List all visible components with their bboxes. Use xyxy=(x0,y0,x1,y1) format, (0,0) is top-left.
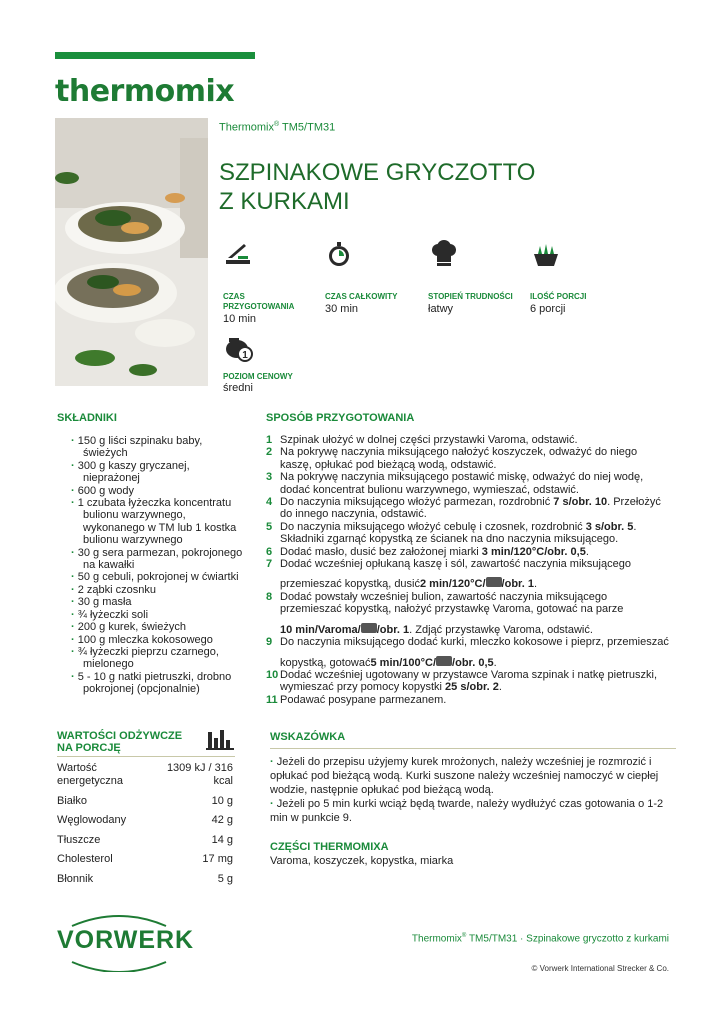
nutrition-row: Białko 10 g xyxy=(57,795,233,807)
svg-text:1: 1 xyxy=(242,350,248,361)
ingredient-item: · 5 - 10 g natki pietruszki, drobno pokrojonej (opcjonalnie) xyxy=(71,670,232,696)
portions-value: 6 porcji xyxy=(530,303,566,315)
model-line: Thermomix® TM5/TM31 xyxy=(219,121,336,134)
step-7: 7 Dodać wcześniej opłukaną kaszę i sól, zawartość naczynia miksującego przemieszać kopystką, dusić2 min/120°C/ /obr. 1. xyxy=(266,558,631,591)
bullet-icon: · xyxy=(71,571,78,584)
recipe-photo xyxy=(55,118,208,386)
chef-hat-icon xyxy=(428,238,460,270)
ingredient-item: · ¾ łyżeczki soli xyxy=(71,608,149,621)
nutrition-divider xyxy=(57,756,235,757)
nutrition-heading: WARTOŚCI ODŻYWCZE NA PORCJĘ xyxy=(57,730,183,754)
step-4: 4 Do naczynia miksującego włożyć parmezan, rozdrobnić 7 s/obr. 10. Przełożyć do innego naczynia, odstawić. xyxy=(266,496,661,521)
vorwerk-logo: VORWERK xyxy=(57,926,195,954)
portions-label: ILOŚĆ PORCJI xyxy=(530,292,587,301)
bullet-icon: · xyxy=(71,497,78,510)
step-9: 9 Do naczynia miksującego dodać kurki, mleczko kokosowe i pieprz, przemieszać kopystką, gotować5 min/100°C/ /obr. 0,5. xyxy=(266,636,669,669)
total-time-label: CZAS CAŁKOWITY xyxy=(325,292,398,301)
bullet-icon: · xyxy=(71,621,78,634)
page-title: SZPINAKOWE GRYCZOTTO Z KURKAMI xyxy=(219,159,536,215)
nutrition-chart-icon xyxy=(205,726,235,752)
step-11: 11 Podawać posypane parmezanem. xyxy=(266,693,447,706)
ingredients-heading: SKŁADNIKI xyxy=(57,412,117,424)
bullet-icon: · xyxy=(71,435,78,447)
knife-board-icon xyxy=(222,238,254,270)
reverse-icon xyxy=(361,623,377,633)
piggy-bank-icon xyxy=(223,332,255,364)
prep-time-label: CZAS PRZYGOTOWANIA xyxy=(223,292,295,311)
step-6: 6 Dodać masło, dusić bez założonej miarki 3 min/120°C/obr. 0,5. xyxy=(266,545,589,558)
step-8: 8 Dodać powstały wcześniej bulion, zawartość naczynia miksującego przemieszać kopystką, nałożyć przystawkę Varoma, gotować na parze 10 min/Varoma/ /obr. 1. Zdjąć przystawkę Varoma, odstawić. xyxy=(266,590,624,636)
reverse-icon xyxy=(436,656,452,666)
parts-heading: CZĘŚCI THERMOMIXA xyxy=(270,841,389,853)
top-accent-bar xyxy=(55,52,255,59)
ingredient-item: · 1 czubata łyżeczka koncentratu bulionu warzywnego, wykonanego w TM lub 1 kostka bulionu warzywnego xyxy=(71,497,237,547)
tips-heading: WSKAZÓWKA xyxy=(270,731,346,743)
bullet-icon: · xyxy=(71,583,78,596)
bullet-icon: · xyxy=(71,645,78,658)
copyright: © Vorwerk International Strecker & Co. xyxy=(531,964,669,973)
ingredient-item: · 50 g cebuli, pokrojonej w ćwiartki xyxy=(71,571,239,584)
difficulty-label: STOPIEŃ TRUDNOŚCI xyxy=(428,292,513,301)
price-level-label: POZIOM CENOWY xyxy=(223,372,293,381)
tips-divider xyxy=(270,748,676,749)
tips-text: · Jeżeli do przepisu użyjemy kurek mrożonych, należy wcześniej je rozmrozić i opłukać pod bieżącą wodą. Kurki suszone należy wcześniej namoczyć w ciepłej wodzie, następnie opłukać pod bieżącą wodą. · Jeżeli po 5 min kurki wciąż będą twarde, należy wydłużyć czas gotowania o 1-2 min w punkcie 9. xyxy=(270,756,664,824)
prep-time-value: 10 min xyxy=(223,313,257,325)
nutrition-energy-row: Wartość energetyczna 1309 kJ / 316 kcal xyxy=(57,762,233,787)
footer-recipe-line: Thermomix® TM5/TM31 · Szpinakowe gryczotto z kurkami xyxy=(411,933,669,945)
parts-text: Varoma, koszyczek, kopystka, miarka xyxy=(270,855,454,867)
nutrition-row: Tłuszcze 14 g xyxy=(57,834,233,846)
step-5: 5 Do naczynia miksującego włożyć cebulę i czosnek, rozdrobnić 3 s/obr. 5. Składniki zgarnąć kopystką ze ścianek na dno naczynia miksującego. xyxy=(266,520,637,546)
step-3: 3 Na pokrywę naczynia miksującego postawić miskę, odważyć do niej wodę, dodać koncentrat bulionu warzywnego, wymieszać, odstawić. xyxy=(266,471,644,496)
ingredient-item: · 600 g wody xyxy=(71,484,134,497)
bullet-icon: · xyxy=(71,596,78,609)
reverse-icon xyxy=(486,577,502,587)
total-time-value: 30 min xyxy=(325,303,359,315)
bullet-icon: · xyxy=(71,484,78,497)
bullet-icon: · xyxy=(71,670,78,683)
method-heading: SPOSÓB PRZYGOTOWANIA xyxy=(266,412,415,424)
ingredient-item: · 200 g kurek, świeżych xyxy=(71,621,186,634)
step-2: 2 Na pokrywę naczynia miksującego nałożyć koszyczek, odważyć do niego kaszę, opłukać pod bieżącą wodą, odstawić. xyxy=(266,446,638,471)
bullet-icon: · xyxy=(71,633,78,646)
bullet-icon: · xyxy=(71,459,78,472)
stopwatch-icon xyxy=(323,238,355,270)
ingredient-item: · 30 g masła xyxy=(71,596,132,609)
ingredient-item: · 300 g kaszy gryczanej, nieprażonej xyxy=(71,459,190,485)
portions-icon xyxy=(530,238,562,270)
bullet-icon: · xyxy=(71,546,78,559)
ingredients-list xyxy=(57,435,257,696)
ingredient-item: · 2 ząbki czosnku xyxy=(71,583,156,596)
bullet-icon: · xyxy=(71,608,78,621)
price-level-value: średni xyxy=(223,382,253,394)
difficulty-value: łatwy xyxy=(428,303,454,315)
thermomix-logo: thermomix xyxy=(55,74,235,109)
method-steps xyxy=(266,434,676,706)
ingredient-item: · 30 g sera parmezan, pokrojonego na kawałki xyxy=(71,546,243,572)
ingredient-item: · ¾ łyżeczki pieprzu czarnego, mielonego xyxy=(71,645,219,671)
step-1: 1 Szpinak ułożyć w dolnej części przystawki Varoma, odstawić. xyxy=(266,434,578,446)
ingredient-item: · 150 g liści szpinaku baby, świeżych xyxy=(71,435,203,460)
step-10: 10 Dodać wcześniej ugotowany w przystawce Varoma szpinak i natkę pietruszki, wymieszać przy pomocy kopystki 25 s/obr. 2. xyxy=(266,668,658,694)
ingredient-item: · 100 g mleczka kokosowego xyxy=(71,633,213,646)
nutrition-row: Węglowodany 42 g xyxy=(57,814,233,826)
nutrition-row: Cholesterol 17 mg xyxy=(57,853,233,865)
nutrition-row: Błonnik 5 g xyxy=(57,873,233,885)
